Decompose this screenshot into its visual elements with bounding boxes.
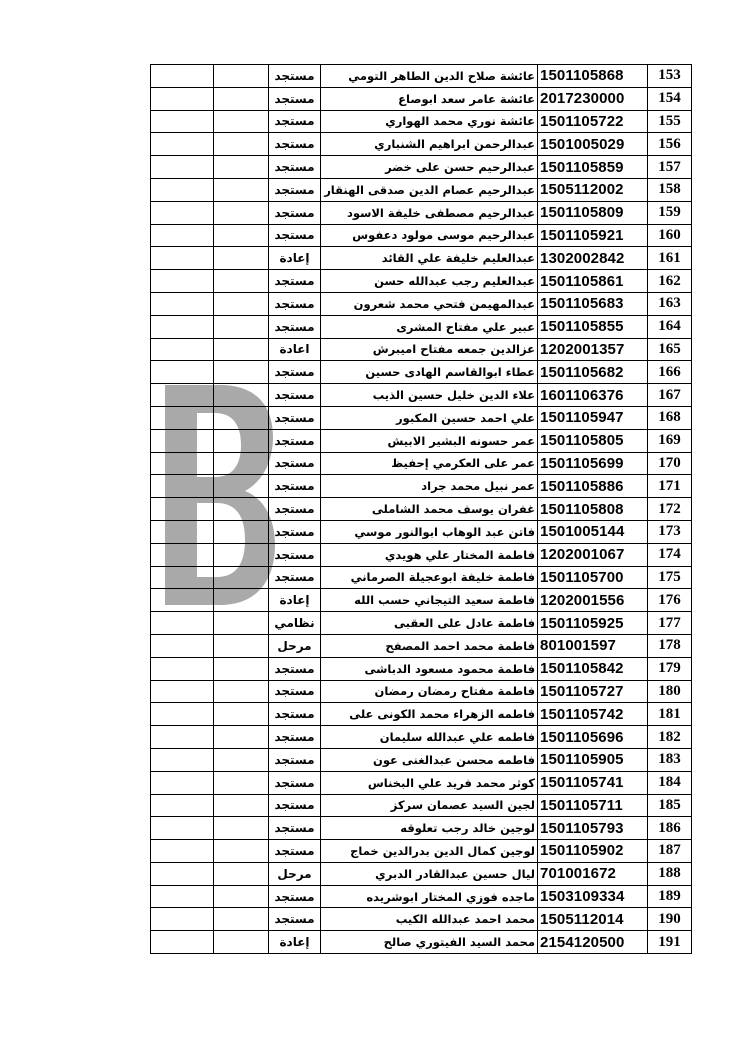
- row-number-cell: 176: [648, 589, 692, 612]
- blank-cell-2: [214, 771, 269, 794]
- student-name-cell: محمد احمد عبدالله الكيب: [321, 908, 538, 931]
- student-code-cell: 1501105808: [538, 498, 648, 521]
- row-number-cell: 191: [648, 931, 692, 954]
- blank-cell-1: [151, 65, 214, 88]
- student-name-cell: عبدالمهيمن فتحي محمد شعرون: [321, 292, 538, 315]
- student-code-cell: 1501005144: [538, 520, 648, 543]
- student-name-cell: عائشة عامر سعد ابوصاع: [321, 87, 538, 110]
- blank-cell-1: [151, 87, 214, 110]
- row-number-cell: 167: [648, 384, 692, 407]
- student-name-cell: عبدالرحيم موسى مولود دعفوس: [321, 224, 538, 247]
- blank-cell-1: [151, 429, 214, 452]
- student-code-cell: 1501105793: [538, 817, 648, 840]
- student-code-cell: 1501105722: [538, 110, 648, 133]
- student-name-cell: فاتن عبد الوهاب ابوالنور موسي: [321, 520, 538, 543]
- blank-cell-2: [214, 589, 269, 612]
- blank-cell-2: [214, 566, 269, 589]
- blank-cell-1: [151, 110, 214, 133]
- student-code-cell: 801001597: [538, 634, 648, 657]
- blank-cell-1: [151, 885, 214, 908]
- blank-cell-1: [151, 657, 214, 680]
- table-row: [151, 680, 692, 703]
- student-code-cell: 1501105902: [538, 840, 648, 863]
- table-row: [151, 520, 692, 543]
- blank-cell-1: [151, 361, 214, 384]
- status-cell: مستجد: [269, 87, 321, 110]
- blank-cell-1: [151, 566, 214, 589]
- row-number-cell: 154: [648, 87, 692, 110]
- status-cell: مستجد: [269, 726, 321, 749]
- student-name-cell: عبدالرحيم حسن على خضر: [321, 156, 538, 179]
- blank-cell-2: [214, 680, 269, 703]
- student-name-cell: لجين السيد عصمان سركز: [321, 794, 538, 817]
- status-cell: مرحل: [269, 862, 321, 885]
- blank-cell-1: [151, 315, 214, 338]
- status-cell: إعادة: [269, 247, 321, 270]
- student-name-cell: فاطمة مفتاح رمضان رمضان: [321, 680, 538, 703]
- student-code-cell: 1501105700: [538, 566, 648, 589]
- status-cell: مستجد: [269, 817, 321, 840]
- student-name-cell: فاطمه محسن عبدالغنى عون: [321, 748, 538, 771]
- student-name-cell: فاطمة سعيد التيجاني حسب الله: [321, 589, 538, 612]
- status-cell: مستجد: [269, 657, 321, 680]
- student-name-cell: فاطمة محمود مسعود الدباشى: [321, 657, 538, 680]
- blank-cell-1: [151, 338, 214, 361]
- row-number-cell: 157: [648, 156, 692, 179]
- student-name-cell: فاطمه الزهراء محمد الكونى على: [321, 703, 538, 726]
- row-number-cell: 172: [648, 498, 692, 521]
- blank-cell-2: [214, 840, 269, 863]
- row-number-cell: 163: [648, 292, 692, 315]
- blank-cell-1: [151, 292, 214, 315]
- table-row: [151, 862, 692, 885]
- table-row: [151, 589, 692, 612]
- status-cell: مستجد: [269, 703, 321, 726]
- table-row: [151, 657, 692, 680]
- table-row: [151, 178, 692, 201]
- blank-cell-1: [151, 612, 214, 635]
- student-name-cell: كوثر محمد فريد علي البخناس: [321, 771, 538, 794]
- blank-cell-2: [214, 543, 269, 566]
- row-number-cell: 182: [648, 726, 692, 749]
- status-cell: مستجد: [269, 452, 321, 475]
- student-code-cell: 1202001556: [538, 589, 648, 612]
- table-row: [151, 885, 692, 908]
- status-cell: مستجد: [269, 908, 321, 931]
- row-number-cell: 158: [648, 178, 692, 201]
- student-code-cell: 1501105727: [538, 680, 648, 703]
- student-name-cell: ماجده فوزي المختار ابوشريده: [321, 885, 538, 908]
- student-code-cell: 1501105861: [538, 270, 648, 293]
- blank-cell-2: [214, 429, 269, 452]
- status-cell: مستجد: [269, 520, 321, 543]
- table-row: [151, 65, 692, 88]
- blank-cell-2: [214, 862, 269, 885]
- student-name-cell: عائشة نوري محمد الهواري: [321, 110, 538, 133]
- row-number-cell: 160: [648, 224, 692, 247]
- table-row: [151, 87, 692, 110]
- student-code-cell: 1501105921: [538, 224, 648, 247]
- student-code-cell: 1505112014: [538, 908, 648, 931]
- row-number-cell: 156: [648, 133, 692, 156]
- blank-cell-2: [214, 292, 269, 315]
- student-name-cell: عبير علي مفتاح المشرى: [321, 315, 538, 338]
- table-row: [151, 748, 692, 771]
- table-row: [151, 133, 692, 156]
- student-code-cell: 1501105842: [538, 657, 648, 680]
- table-row: [151, 315, 692, 338]
- student-name-cell: عبدالرحيم عصام الدين صدقى الهنقار: [321, 178, 538, 201]
- student-code-cell: 701001672: [538, 862, 648, 885]
- student-name-cell: عبدالرحيم مصطفى خليفة الاسود: [321, 201, 538, 224]
- table-row: [151, 338, 692, 361]
- student-code-cell: 1505112002: [538, 178, 648, 201]
- blank-cell-2: [214, 133, 269, 156]
- table-row: [151, 498, 692, 521]
- row-number-cell: 159: [648, 201, 692, 224]
- table-row: [151, 931, 692, 954]
- blank-cell-1: [151, 680, 214, 703]
- student-code-cell: 1501105682: [538, 361, 648, 384]
- table-row: [151, 201, 692, 224]
- student-name-cell: عمر نبيل محمد جراد: [321, 475, 538, 498]
- row-number-cell: 169: [648, 429, 692, 452]
- student-name-cell: علي احمد حسين المكبور: [321, 406, 538, 429]
- blank-cell-1: [151, 270, 214, 293]
- student-name-cell: فاطمة عادل على العقبى: [321, 612, 538, 635]
- students-table: [150, 64, 692, 954]
- student-name-cell: لوجين خالد رجب تعلوقه: [321, 817, 538, 840]
- blank-cell-2: [214, 178, 269, 201]
- row-number-cell: 185: [648, 794, 692, 817]
- blank-cell-2: [214, 748, 269, 771]
- student-code-cell: 1501005029: [538, 133, 648, 156]
- table-row: [151, 292, 692, 315]
- table-row: [151, 475, 692, 498]
- student-name-cell: فاطمة محمد احمد المصفح: [321, 634, 538, 657]
- blank-cell-2: [214, 315, 269, 338]
- student-code-cell: 1601106376: [538, 384, 648, 407]
- blank-cell-2: [214, 270, 269, 293]
- student-name-cell: عمر حسونه البشير الابيش: [321, 429, 538, 452]
- student-name-cell: عزالدين جمعه مفتاح اميبرش: [321, 338, 538, 361]
- blank-cell-1: [151, 520, 214, 543]
- blank-cell-1: [151, 589, 214, 612]
- status-cell: مستجد: [269, 840, 321, 863]
- status-cell: مستجد: [269, 885, 321, 908]
- row-number-cell: 171: [648, 475, 692, 498]
- status-cell: مستجد: [269, 270, 321, 293]
- status-cell: مستجد: [269, 429, 321, 452]
- status-cell: مستجد: [269, 133, 321, 156]
- row-number-cell: 178: [648, 634, 692, 657]
- blank-cell-1: [151, 133, 214, 156]
- blank-cell-2: [214, 224, 269, 247]
- row-number-cell: 186: [648, 817, 692, 840]
- row-number-cell: 162: [648, 270, 692, 293]
- student-code-cell: 1501105711: [538, 794, 648, 817]
- blank-cell-1: [151, 634, 214, 657]
- table-row: [151, 703, 692, 726]
- blank-cell-1: [151, 452, 214, 475]
- status-cell: مستجد: [269, 680, 321, 703]
- blank-cell-1: [151, 498, 214, 521]
- table-row: [151, 110, 692, 133]
- blank-cell-1: [151, 726, 214, 749]
- status-cell: مستجد: [269, 543, 321, 566]
- blank-cell-2: [214, 703, 269, 726]
- blank-cell-1: [151, 862, 214, 885]
- table-row: [151, 247, 692, 270]
- row-number-cell: 166: [648, 361, 692, 384]
- table-row: [151, 224, 692, 247]
- student-code-cell: 1501105855: [538, 315, 648, 338]
- status-cell: مستجد: [269, 156, 321, 179]
- blank-cell-2: [214, 498, 269, 521]
- row-number-cell: 181: [648, 703, 692, 726]
- table-row: [151, 840, 692, 863]
- status-cell: مستجد: [269, 566, 321, 589]
- blank-cell-1: [151, 748, 214, 771]
- student-code-cell: 1501105741: [538, 771, 648, 794]
- blank-cell-2: [214, 247, 269, 270]
- blank-cell-1: [151, 475, 214, 498]
- row-number-cell: 189: [648, 885, 692, 908]
- table-row: [151, 726, 692, 749]
- status-cell: مستجد: [269, 201, 321, 224]
- row-number-cell: 161: [648, 247, 692, 270]
- row-number-cell: 165: [648, 338, 692, 361]
- student-name-cell: علاء الدين خليل حسين الذيب: [321, 384, 538, 407]
- blank-cell-2: [214, 657, 269, 680]
- table-row: [151, 270, 692, 293]
- row-number-cell: 190: [648, 908, 692, 931]
- student-name-cell: عبدالعليم خليفة علي القائد: [321, 247, 538, 270]
- student-code-cell: 1501105809: [538, 201, 648, 224]
- table-row: [151, 156, 692, 179]
- student-code-cell: 1501105859: [538, 156, 648, 179]
- student-name-cell: عائشة صلاح الدين الطاهر التومي: [321, 65, 538, 88]
- student-name-cell: فاطمه علي عبدالله سليمان: [321, 726, 538, 749]
- student-code-cell: 1501105696: [538, 726, 648, 749]
- blank-cell-2: [214, 452, 269, 475]
- status-cell: مستجد: [269, 384, 321, 407]
- student-name-cell: غفران يوسف محمد الشاملى: [321, 498, 538, 521]
- blank-cell-2: [214, 634, 269, 657]
- student-code-cell: 2017230000: [538, 87, 648, 110]
- row-number-cell: 173: [648, 520, 692, 543]
- blank-cell-1: [151, 931, 214, 954]
- blank-cell-1: [151, 384, 214, 407]
- status-cell: مستجد: [269, 406, 321, 429]
- status-cell: مستجد: [269, 498, 321, 521]
- status-cell: مستجد: [269, 292, 321, 315]
- student-name-cell: ليال حسين عبدالقادر الدبري: [321, 862, 538, 885]
- blank-cell-2: [214, 65, 269, 88]
- table-row: [151, 771, 692, 794]
- table-row: [151, 566, 692, 589]
- student-name-cell: عبدالعليم رجب عبدالله حسن: [321, 270, 538, 293]
- blank-cell-1: [151, 703, 214, 726]
- blank-cell-2: [214, 338, 269, 361]
- student-name-cell: فاطمة خليفة ابوعجيلة الصرماني: [321, 566, 538, 589]
- blank-cell-1: [151, 247, 214, 270]
- row-number-cell: 187: [648, 840, 692, 863]
- student-code-cell: 1501105683: [538, 292, 648, 315]
- student-code-cell: 1501105886: [538, 475, 648, 498]
- student-code-cell: 1501105805: [538, 429, 648, 452]
- table-row: [151, 794, 692, 817]
- student-code-cell: 1501105925: [538, 612, 648, 635]
- student-code-cell: 1501105947: [538, 406, 648, 429]
- student-code-cell: 1202001357: [538, 338, 648, 361]
- blank-cell-2: [214, 361, 269, 384]
- row-number-cell: 164: [648, 315, 692, 338]
- table-row: [151, 452, 692, 475]
- status-cell: نظامي: [269, 612, 321, 635]
- row-number-cell: 168: [648, 406, 692, 429]
- row-number-cell: 188: [648, 862, 692, 885]
- row-number-cell: 183: [648, 748, 692, 771]
- student-name-cell: عمر على العكرمي إحفيظ: [321, 452, 538, 475]
- student-code-cell: 1501105868: [538, 65, 648, 88]
- blank-cell-2: [214, 817, 269, 840]
- table-row: [151, 908, 692, 931]
- blank-cell-2: [214, 885, 269, 908]
- row-number-cell: 177: [648, 612, 692, 635]
- student-name-cell: لوجين كمال الدين بدرالدين خماج: [321, 840, 538, 863]
- table-row: [151, 361, 692, 384]
- status-cell: مستجد: [269, 110, 321, 133]
- status-cell: مستجد: [269, 361, 321, 384]
- table-row: [151, 384, 692, 407]
- blank-cell-2: [214, 612, 269, 635]
- status-cell: مستجد: [269, 65, 321, 88]
- student-code-cell: 2154120500: [538, 931, 648, 954]
- row-number-cell: 179: [648, 657, 692, 680]
- student-name-cell: عبدالرحمن ابراهيم الشنباري: [321, 133, 538, 156]
- row-number-cell: 175: [648, 566, 692, 589]
- blank-cell-2: [214, 406, 269, 429]
- blank-cell-2: [214, 156, 269, 179]
- status-cell: إعادة: [269, 589, 321, 612]
- blank-cell-2: [214, 520, 269, 543]
- student-name-cell: محمد السيد الفيتوري صالح: [321, 931, 538, 954]
- table-row: [151, 817, 692, 840]
- row-number-cell: 153: [648, 65, 692, 88]
- status-cell: مستجد: [269, 748, 321, 771]
- blank-cell-1: [151, 178, 214, 201]
- row-number-cell: 170: [648, 452, 692, 475]
- table-row: [151, 429, 692, 452]
- students-table-body: [151, 65, 692, 954]
- blank-cell-2: [214, 931, 269, 954]
- student-code-cell: 1302002842: [538, 247, 648, 270]
- table-row: [151, 612, 692, 635]
- table-row: [151, 634, 692, 657]
- blank-cell-1: [151, 771, 214, 794]
- status-cell: مستجد: [269, 315, 321, 338]
- student-code-cell: 1501105742: [538, 703, 648, 726]
- status-cell: مستجد: [269, 224, 321, 247]
- status-cell: مرحل: [269, 634, 321, 657]
- blank-cell-2: [214, 201, 269, 224]
- blank-cell-2: [214, 794, 269, 817]
- row-number-cell: 184: [648, 771, 692, 794]
- blank-cell-1: [151, 908, 214, 931]
- blank-cell-1: [151, 840, 214, 863]
- blank-cell-2: [214, 908, 269, 931]
- blank-cell-1: [151, 794, 214, 817]
- status-cell: مستجد: [269, 475, 321, 498]
- blank-cell-1: [151, 406, 214, 429]
- blank-cell-2: [214, 87, 269, 110]
- status-cell: إعادة: [269, 931, 321, 954]
- table-row: [151, 543, 692, 566]
- status-cell: مستجد: [269, 771, 321, 794]
- blank-cell-1: [151, 201, 214, 224]
- row-number-cell: 174: [648, 543, 692, 566]
- blank-cell-1: [151, 224, 214, 247]
- status-cell: مستجد: [269, 794, 321, 817]
- blank-cell-2: [214, 110, 269, 133]
- row-number-cell: 155: [648, 110, 692, 133]
- row-number-cell: 180: [648, 680, 692, 703]
- student-code-cell: 1501105699: [538, 452, 648, 475]
- blank-cell-1: [151, 543, 214, 566]
- student-name-cell: عطاء ابوالقاسم الهادى حسين: [321, 361, 538, 384]
- blank-cell-2: [214, 726, 269, 749]
- blank-cell-1: [151, 156, 214, 179]
- blank-cell-1: [151, 817, 214, 840]
- blank-cell-2: [214, 384, 269, 407]
- status-cell: اعادة: [269, 338, 321, 361]
- status-cell: مستجد: [269, 178, 321, 201]
- table-row: [151, 406, 692, 429]
- blank-cell-2: [214, 475, 269, 498]
- student-code-cell: 1501105905: [538, 748, 648, 771]
- student-code-cell: 1202001067: [538, 543, 648, 566]
- student-code-cell: 1503109334: [538, 885, 648, 908]
- student-name-cell: فاطمة المختار علي هويدي: [321, 543, 538, 566]
